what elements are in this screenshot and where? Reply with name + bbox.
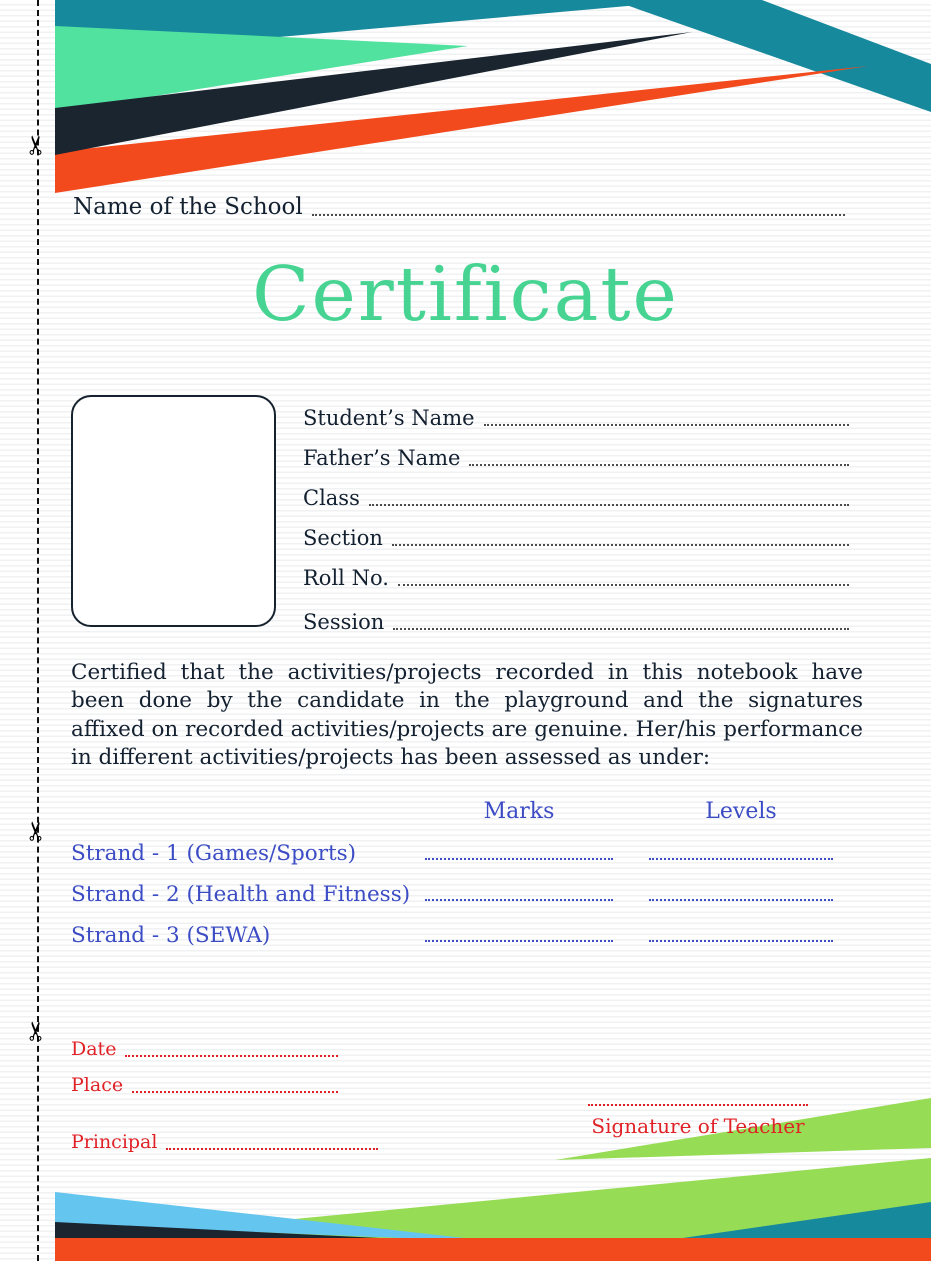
marks-fill-line <box>425 899 613 901</box>
scissors-icon: ✂ <box>22 820 53 842</box>
student-fields <box>303 390 849 634</box>
field-label: Father’s Name <box>303 446 461 470</box>
strand-label: Strand - 2 (Health and Fitness) <box>71 882 411 907</box>
assessment-row-strand-1 <box>71 829 849 870</box>
principal-row <box>71 1131 378 1153</box>
teacher-signature-label: Signature of Teacher <box>591 1114 805 1138</box>
field-fill-line <box>392 544 849 546</box>
place-fill-line <box>132 1091 338 1093</box>
assessment-row-strand-2 <box>71 870 849 911</box>
school-name-fill-line <box>312 214 845 216</box>
field-label: Roll No. <box>303 566 389 590</box>
place-label: Place <box>71 1074 124 1096</box>
field-row-roll-no <box>303 550 849 590</box>
marks-fill-line <box>425 940 613 942</box>
place-row <box>71 1074 338 1096</box>
assessment-header <box>71 793 849 829</box>
date-label: Date <box>71 1038 117 1060</box>
field-label: Class <box>303 486 360 510</box>
teacher-signature-fill-line <box>588 1104 808 1106</box>
school-name-label: Name of the School <box>73 194 303 220</box>
levels-fill-line <box>649 899 833 901</box>
teacher-signature-block <box>588 1104 808 1138</box>
field-fill-line <box>469 464 849 466</box>
principal-label: Principal <box>71 1131 158 1153</box>
column-header-levels: Levels <box>705 798 777 824</box>
field-fill-line <box>369 504 849 506</box>
field-row-class <box>303 470 849 510</box>
field-row-father-name <box>303 430 849 470</box>
field-fill-line <box>484 424 849 426</box>
date-fill-line <box>125 1055 338 1057</box>
assessment-row-strand-3 <box>71 911 849 952</box>
field-label: Session <box>303 610 385 634</box>
assessment-table <box>71 793 849 952</box>
field-row-section <box>303 510 849 550</box>
field-label: Section <box>303 526 383 550</box>
strand-label: Strand - 1 (Games/Sports) <box>71 841 357 866</box>
school-name-row <box>73 194 845 220</box>
scissors-icon: ✂ <box>22 1020 53 1042</box>
scissors-icon: ✂ <box>22 134 53 156</box>
field-row-student-name <box>303 390 849 430</box>
column-header-marks: Marks <box>483 798 555 824</box>
field-fill-line <box>393 628 849 630</box>
cut-dashed-line <box>37 0 39 1261</box>
field-label: Student’s Name <box>303 406 475 430</box>
field-row-session <box>303 594 849 634</box>
photo-placeholder-box <box>71 395 276 627</box>
certification-paragraph: Certified that the activities/projects recorded in this notebook have been done by the candidate in the playground and the signatures affixed on recorded activities/projects are genuine. Her/his performance in different activities/projects has been assessed as under: <box>71 660 863 771</box>
date-row <box>71 1038 338 1060</box>
strand-label: Strand - 3 (SEWA) <box>71 923 271 948</box>
field-fill-line <box>398 584 849 586</box>
marks-fill-line <box>425 858 613 860</box>
principal-fill-line <box>166 1148 378 1150</box>
levels-fill-line <box>649 858 833 860</box>
levels-fill-line <box>649 940 833 942</box>
certificate-title: Certificate <box>252 250 679 338</box>
